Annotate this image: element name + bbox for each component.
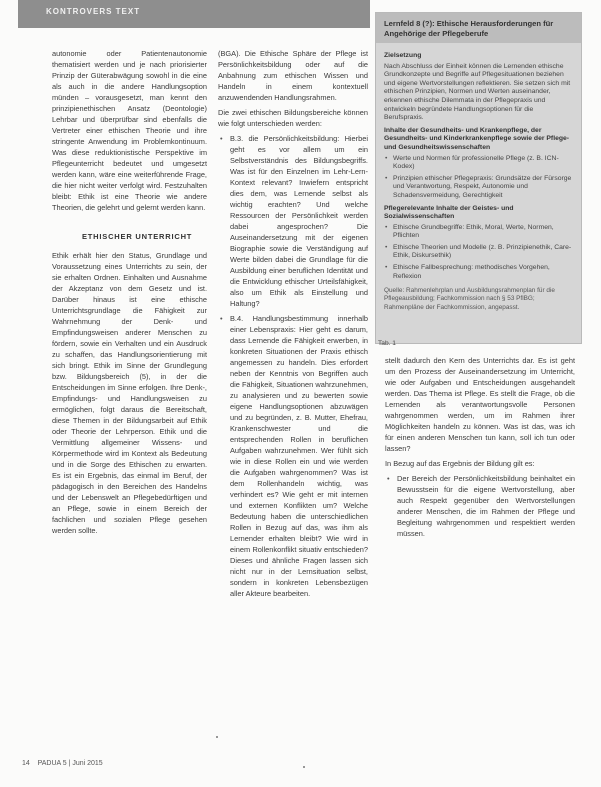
scan-mark <box>303 766 305 768</box>
col1-intro-paragraph: autonomie oder Patientenautonomie thematisiert werden und je nach priorisierter Prinzip der Güterabwägung sowohl in die eine als auch in die andere Handlungsoption münden – vorausgesetzt, man kennt den prinzipienethischen Ansatz (Deontologie) Lehrbar und überprüfbar sind ebenfalls die Vertreter einer ethischen Theorie und ihre stringente Anwendung im Problemkontinuum. Was diese reduktionistische Perspektive im Pflegeunterricht bedeutet und umgesetzt werden kann, wäre eine weiterführende Frage, die hier nicht weiter verfolgt wird. Festzuhalten bleibt: Ethik ist eine Theorie wie andere Theorien, die gelehrt und gelernt werden kann. <box>52 49 207 212</box>
list-item: • Werte und Normen für professionelle Pflege (z. B. ICN-Kodex) <box>393 155 573 172</box>
list-item: • B.3. die Persönlichkeitsbildung: Hierbei geht es vor allem um ein Selbstverständnis des Bildungsbegriffs. Was ist für den Einzelnen im Lehr-Lern-Kontext relevant? Inwiefern entspricht dies dem, was Lernende selbst als wichtig erachten? Und welche Ressourcen der Persönlichkeit werden dabei angesprochen? Die Auseinandersetzung mit der eigenen Biographie sowie die Verständigung auf Werte bilden dabei die Grundlage für die Ausbildung einer beruflichen Identität und die Entwicklung ethischer Urteilsfähigkeit, also um Ethik als Einstellung und Haltung? <box>230 133 368 309</box>
col3-bullet-list <box>385 473 575 539</box>
sidebar-source-note: Quelle: Rahmenlehrplan und Ausbildungsrahmenplan für die Pflegeausbildung; Fachkommission nach § 53 PflBG; Rahmenpläne der Fachkommission, angepasst. <box>384 287 555 311</box>
sidebar-title: Lernfeld 8 (?): Ethische Herausforderungen für Angehörige der Pflegeberufe <box>376 13 581 43</box>
list-item: • Prinzipien ethischer Pflegepraxis: Grundsätze der Fürsorge und Verantwortung, Respekt, Autonomie und Schadensvermeidung, Gerechtigkeit <box>393 175 573 201</box>
scan-mark <box>216 736 218 738</box>
sidebar-list-2 <box>384 224 573 282</box>
text-column-3 <box>385 355 575 543</box>
sidebar-info-box <box>375 12 582 344</box>
section-heading: ETHISCHER UNTERRICHT <box>82 232 193 241</box>
col3-paragraph-2: In Bezug auf das Ergebnis der Bildung gilt es: <box>385 459 535 468</box>
list-item: • Ethische Grundbegriffe: Ethik, Moral, Werte, Normen, Pflichten <box>393 224 573 241</box>
sidebar-subheading: Inhalte der Gesundheits- und Krankenpflege, der Gesundheits- und Kinderkrankenpflege sowie der Pflege- und Gesundheitswissenschaften <box>384 126 570 151</box>
table-caption: Tab. 1 <box>378 340 396 347</box>
list-item: • Ethische Fallbesprechung: methodisches Vorgehen, Reflexion <box>393 264 573 281</box>
text-column-2 <box>218 48 368 603</box>
sidebar-list-1 <box>384 155 573 201</box>
page-number: 14 <box>22 760 30 767</box>
col1-body-paragraph: Ethik erhält hier den Status, Grundlage und Voraussetzung eines Unterrichts zu sein, der sie erhalten Ordnen. Einhalten und Ausnahme der Akzeptanz von dem Gesetz und ist. Darüber hinaus ist eine ethische Unterrichtsgrundlage die Fähigkeit zur Wahrnehmung der Denk- und Empfindungsweisen anderer Menschen zu fördern, sowie ein Verhalten und ein Ausdruck zu schaffen, das Handlungsorientierung mit sich bringt. Ethik im Sinne der Grundlegung bzw. Bildungsbereich (5), in der die Entscheidungen im Sinne erfolgen. Ihre Denk-, Empfindungs- und Handlungsweisen zu ermöglichen, folgt daraus die Bereitschaft, diese Themen in der Bildungsarbeit auf Ethik oder Theorie der Lehrperson. Ethik und die Vermittlung allgemeiner Wissens- und Körpermethode wird im Kontext als Bedeutung und in die Sorge des Ethischen zu erwarten. Es ist ein Ergebnis, das einmal im Beruf, der pädagogisch in den Bereichen des Handelns und der Lebenswelt an Pflegebedürftigen und an Pflege, sowie in einem Bereich der fachlichen und sozialen Pflege gesehen werden sollte. <box>52 251 207 535</box>
sidebar-goal-text: Nach Abschluss der Einheit können die Lernenden ethische Grundkonzepte und Begriffe auf Pflegesituationen beziehen und eigene Wertvorstellungen reflektieren. Sie setzen sich mit ethischen Prinzipien, Normen und Werten auseinander, erkennen ethische Dilemmata in der Pflegepraxis und entwickeln begründete Handlungsoptionen für die Berufspraxis. <box>384 62 571 122</box>
page-footer <box>22 760 103 767</box>
list-item: • Ethische Theorien und Modelle (z. B. Prinzipienethik, Care-Ethik, Diskursethik) <box>393 244 573 261</box>
col3-paragraph: stellt dadurch den Kern des Unterrichts dar. Es ist geht um den Prozess der Auseinandersetzung im Unterricht, wie oder Aufgaben und Entscheidungen ausgehandelt werden. Das Thema ist Pflege. Es stellt die Frage, ob die Lernenden als verantwortungsvolle Personen wahrgenommen werden, um im Rahmen ihrer Möglichkeiten handeln zu können. Was ist das, was ich für einen anderen Menschen tun kann, soll ich tun oder lassen? <box>385 356 575 453</box>
col2-intro-paragraph: (BGA). Die Ethische Sphäre der Pflege ist Persönlichkeitsbildung oder auf die Anbahnung zum ethischen Wissen und Handeln in einem kontextuell anzuwendenden Handlungsrahmen. <box>218 49 368 102</box>
sidebar-subheading: Zielsetzung <box>384 52 422 59</box>
list-item: • B.4. Handlungsbestimmung innerhalb einer Lebenspraxis: Hier geht es darum, dass Lernende die Fähigkeit erwerben, in konkreten Situationen der Praxis ethisch angemessen zu handeln. Dies erfordert neben der Kenntnis von Begriffen auch die Fähigkeit, Situationen wahrzunehmen, zu analysieren und zu bewerten sowie eigene Handlungsoptionen abzuwägen und zu begründen, z. B. Mutter, Ehefrau, Krankenschwester und die entsprechenden Rollen in beruflichen Aufgaben wahrzunehmen. Wer fühlt sich wie in diese Rollen ein und wie werden die Aufgaben wahrgenommen? Was ist dem Rollenhandeln wichtig, was verhindert es? Wie geht er mit internen und externen Konflikten um? Welche Bedeutung haben die unterschiedlichen Rollen in Bezug auf das, was ihm als Lernender erhalten bleibt? Wie wird in einem Rollenkonflikt situativ entschieden? Dieses und ähnliche Fragen lassen sich nicht nur in der Lernsituation selbst, sondern in konkreten Lebensbezügen aller Akteure bearbeiten. <box>230 313 368 599</box>
sidebar-body <box>376 43 581 317</box>
text-column-1 <box>52 48 207 540</box>
col2-bullet-list <box>218 133 368 599</box>
sidebar-subheading: Pflegerelevante Inhalte der Geistes- und Sozialwissenschaften <box>384 204 514 221</box>
section-header-label: KONTROVERS TEXT <box>46 7 141 16</box>
section-header-bar <box>18 0 370 28</box>
col2-paragraph: Die zwei ethischen Bildungsbereiche können wie folgt unterschieden werden: <box>218 108 368 128</box>
list-item: • Der Bereich der Persönlichkeitsbildung beinhaltet ein Bewusstsein für die eigene Wertvorstellung, aber auch Respekt gegenüber den Wertvorstellungen anderer Menschen, die im Rahmen der Pflege und Begleitung wahrgenommen und respektiert werden müssen. <box>397 473 575 539</box>
journal-name: PADUA 5 | Juni 2015 <box>37 760 103 767</box>
